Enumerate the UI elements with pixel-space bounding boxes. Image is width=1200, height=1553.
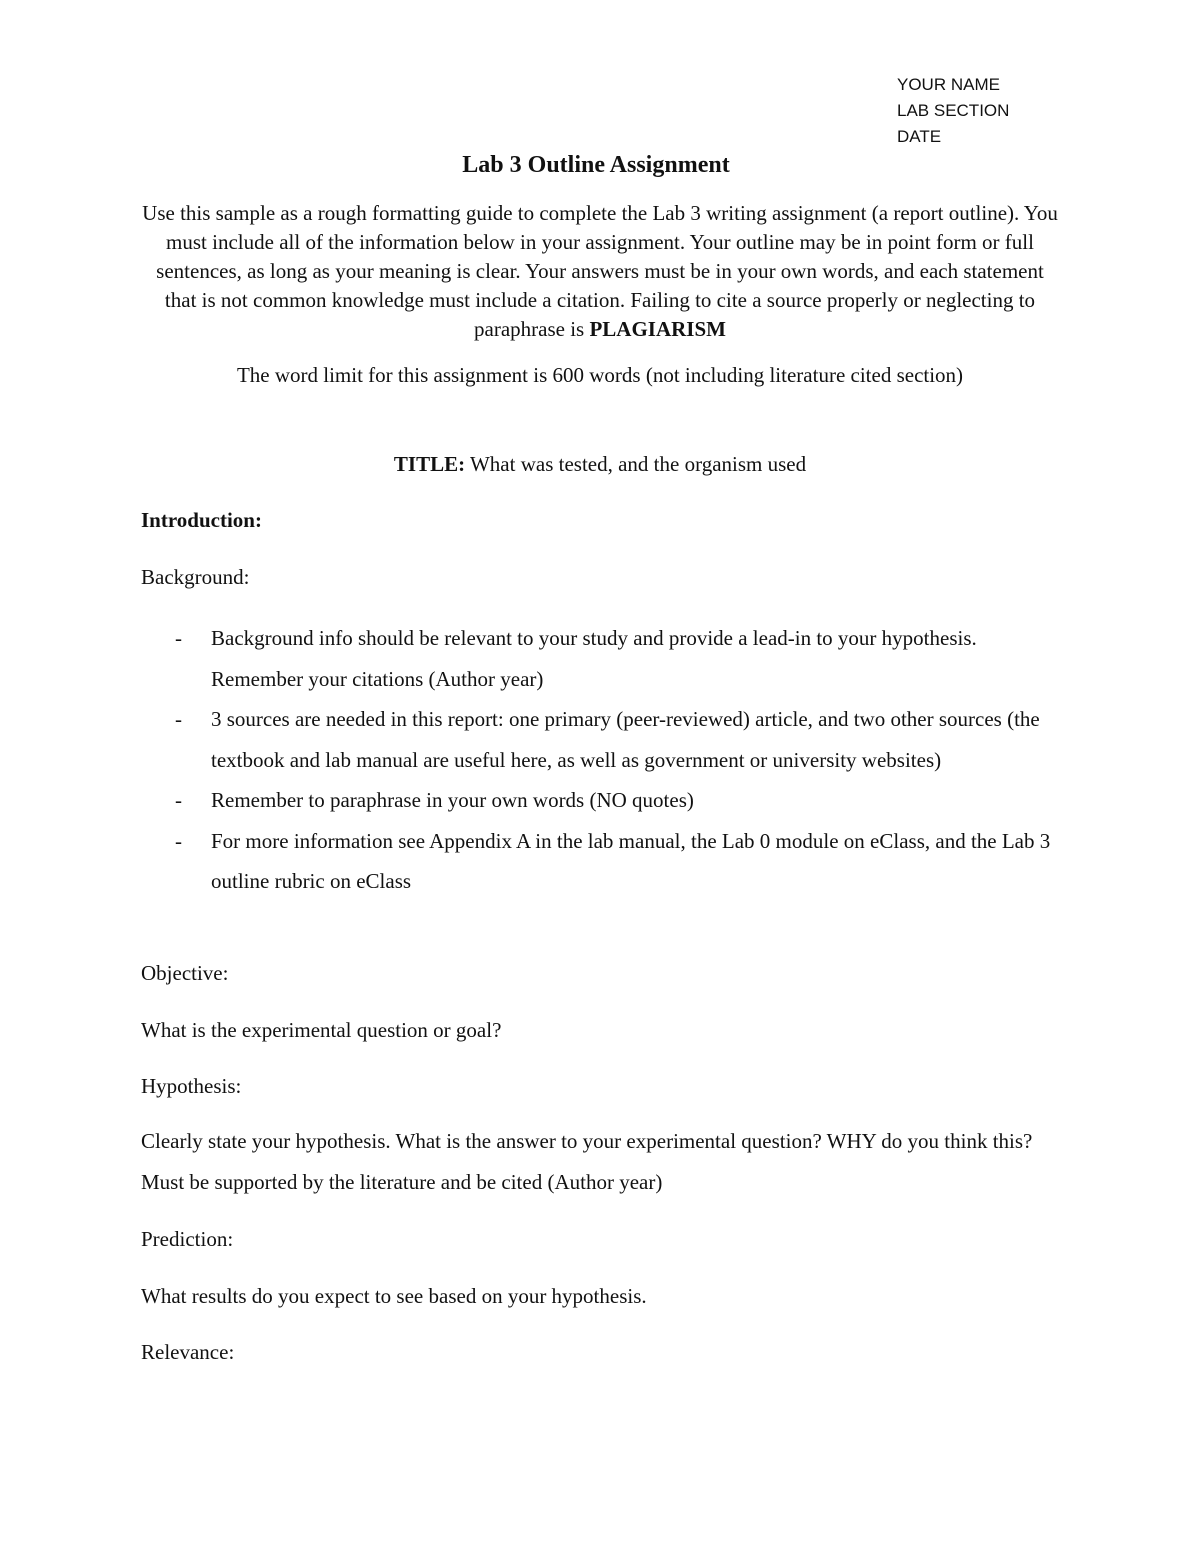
list-item (141, 618, 1071, 699)
title-description: What was tested, and the organism used (465, 452, 807, 476)
hypothesis-text: Clearly state your hypothesis. What is the answer to your experimental question? WHY do you think this? Must be supported by the literature and be cited (Author year) (141, 1129, 1033, 1194)
plagiarism-emphasis: PLAGIARISM (589, 317, 726, 341)
student-info-block (897, 72, 1009, 150)
dash-bullet: - (175, 788, 182, 812)
date-field: DATE (897, 127, 942, 146)
prediction-text: What results do you expect to see based on your hypothesis. (141, 1284, 647, 1308)
instructions-paragraph (138, 199, 1062, 344)
list-item-text: Remember to paraphrase in your own words (NO quotes) (211, 788, 694, 812)
dash-bullet: - (175, 707, 182, 731)
list-item-text: For more information see Appendix A in the lab manual, the Lab 0 module on eClass, and the Lab 3 outline rubric on eClass (211, 828, 1051, 893)
list-item (141, 821, 1071, 902)
relevance-label: Relevance: (141, 1340, 235, 1364)
list-item-text: Background info should be relevant to your study and provide a lead-in to your hypothesis. Remember your citations (Author year) (211, 626, 977, 691)
introduction-heading (141, 506, 1071, 535)
introduction-heading-text: Introduction: (141, 508, 262, 532)
word-limit-note: The word limit for this assignment is 600 words (not including literature cited section) (236, 363, 964, 387)
list-item (141, 780, 1071, 821)
prediction-label: Prediction: (141, 1227, 234, 1251)
background-bullet-list (141, 618, 1071, 902)
document-title: Lab 3 Outline Assignment (462, 152, 730, 178)
objective-text: What is the experimental question or goal? (141, 1018, 502, 1042)
dash-bullet: - (175, 626, 182, 650)
lab-section-field: LAB SECTION (897, 101, 1010, 120)
hypothesis-label: Hypothesis: (141, 1074, 242, 1098)
your-name-field: YOUR NAME (897, 75, 1000, 94)
title-label: TITLE: (393, 452, 466, 476)
objective-label: Objective: (141, 961, 229, 985)
instructions-text: Use this sample as a rough formatting guide to complete the Lab 3 writing assignment (a report outline). You must include all of the information below in your assignment. Your outline may be in point form or full sentences, as long as your meaning is clear. Your answers must be in your own words, and each statement that is not common knowledge must include a citation. Failing to cite a source properly or neglecting to paraphrase is (142, 201, 1058, 341)
background-label: Background: (141, 565, 250, 589)
title-instruction (138, 450, 1062, 479)
list-item (141, 699, 1071, 780)
dash-bullet: - (175, 828, 182, 853)
list-item-text: 3 sources are needed in this report: one primary (peer-reviewed) article, and two other sources (the textbook and lab manual are useful here, as well as government or university websites) (211, 707, 1040, 772)
